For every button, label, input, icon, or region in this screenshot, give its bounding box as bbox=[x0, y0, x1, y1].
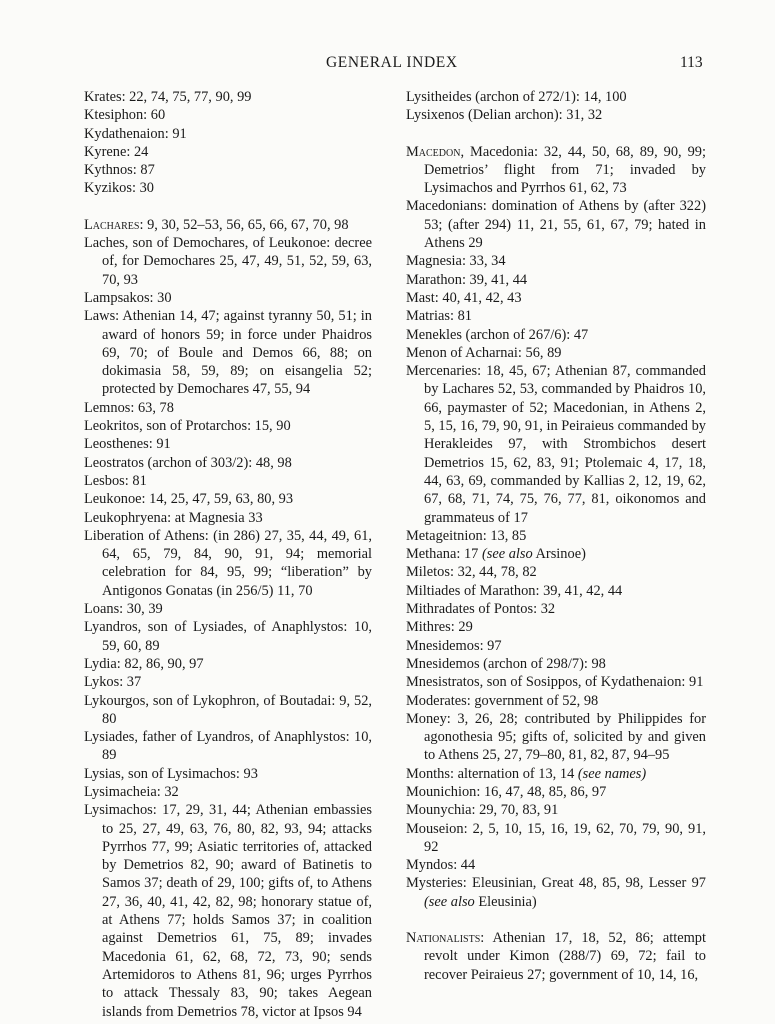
index-references: : 3, 26, 28; contributed by Philippides for agonothesia 95; gifts of, solicited by and given to Athens 25, 27, 79–80, 81, 82, 87, 94–95 bbox=[424, 710, 706, 764]
index-entry bbox=[406, 545, 706, 563]
index-entry bbox=[84, 655, 372, 673]
running-title: GENERAL INDEX bbox=[326, 54, 458, 71]
index-references: , son of Lykophron, of Boutadai: 9, 52, 80 bbox=[102, 692, 372, 727]
index-headword: Marathon bbox=[406, 271, 462, 288]
index-headword: Leukophryena bbox=[84, 509, 168, 526]
index-references: : 32, 44, 78, 82 bbox=[449, 564, 537, 581]
index-headword: Mnesistratos bbox=[406, 674, 480, 691]
index-references: , son of Sosippos, of Kydathenaion: 91 bbox=[479, 674, 704, 691]
index-headword: Mounychia bbox=[406, 802, 472, 819]
index-references: : 39, 41, 42, 44 bbox=[535, 582, 623, 599]
index-entry bbox=[84, 106, 372, 124]
index-headword: Lesbos bbox=[84, 472, 125, 489]
index-headword: Miltiades of Marathon bbox=[406, 582, 536, 599]
index-entry bbox=[406, 344, 706, 362]
index-headword: Ktesiphon bbox=[84, 107, 144, 124]
index-headword: Lysimacheia bbox=[84, 783, 157, 800]
page-header bbox=[0, 54, 775, 76]
index-headword: Kydathenaion bbox=[84, 125, 165, 142]
index-references: (archon of 298/7): 98 bbox=[479, 655, 606, 672]
index-headword: Leostratos bbox=[84, 454, 144, 471]
index-references: : 32 bbox=[156, 783, 179, 800]
index-references: : 9, 30, 52–53, 56, 65, 66, 67, 70, 98 bbox=[139, 216, 349, 233]
cross-reference-target: Eleusinia) bbox=[474, 893, 537, 910]
index-headword: Miletos bbox=[406, 564, 450, 581]
index-headword: Matrias bbox=[406, 308, 450, 325]
index-headword: Mnesidemos bbox=[406, 637, 480, 654]
index-entry bbox=[406, 143, 706, 198]
index-entry bbox=[84, 289, 372, 307]
index-references: : 97 bbox=[479, 637, 502, 654]
index-headword: Kyrene bbox=[84, 143, 127, 160]
index-entry bbox=[406, 801, 706, 819]
index-headword: Leukonoe bbox=[84, 491, 142, 508]
index-entry bbox=[406, 692, 706, 710]
index-references: : 22, 74, 75, 77, 90, 99 bbox=[121, 89, 252, 105]
index-headword: Methana bbox=[406, 546, 457, 563]
letter-section-gap bbox=[84, 198, 372, 216]
index-references: : 37 bbox=[119, 674, 142, 691]
index-headword: Kyzikos bbox=[84, 180, 132, 197]
index-references: (Delian archon): 31, 32 bbox=[464, 107, 603, 124]
page-number: 113 bbox=[680, 54, 703, 71]
index-entry bbox=[406, 326, 706, 344]
index-entry bbox=[406, 271, 706, 289]
index-references: : 30, 39 bbox=[119, 601, 163, 618]
index-references: : 18, 45, 67; Athenian 87, commanded by Lachares 52, 53, commanded by Phaidros 10, 66, paymaster of 52; Macedonian, in Athens 2, 5, 15, 16, 79, 90, 91, in Peiraieus commanded by Herakleides 97, with Strombichos desert Demetrios 15, 62, 83, 91; Ptolemaic 4, 17, 18, 44, 63, 69, commanded by Kallias 2, 12, 19, 62, 67, 68, 71, 74, 75, 76, 77, 81, oikonomos and grammateus of 17 bbox=[424, 363, 706, 526]
index-references: : 29 bbox=[450, 619, 473, 636]
index-references: : alternation of 13, 14 bbox=[449, 765, 578, 782]
index-headword: Menekles bbox=[406, 326, 462, 343]
index-references: : 13, 85 bbox=[482, 527, 527, 544]
index-entry bbox=[406, 88, 706, 106]
index-entry bbox=[84, 399, 372, 417]
index-references: , Macedonia: 32, 44, 50, 68, 89, 90, 99; Demetrios’ flight from 71; invaded by Lysimachos and Pyrrhos 61, 62, 73 bbox=[424, 143, 706, 197]
index-entry bbox=[84, 234, 372, 289]
index-column-right bbox=[406, 88, 706, 984]
index-references: : at Magnesia 33 bbox=[167, 509, 263, 526]
index-headword: Leosthenes bbox=[84, 436, 149, 453]
index-references: : 40, 41, 42, 43 bbox=[434, 289, 522, 306]
index-column-left bbox=[84, 88, 372, 1021]
index-entry bbox=[406, 856, 706, 874]
index-references: (archon of 303/2): 48, 98 bbox=[143, 454, 292, 471]
cross-reference: (see names) bbox=[577, 765, 647, 782]
index-references: , son of Demochares, of Leukonoe: decree of, for Demochares 25, 47, 49, 51, 52, 59, 63, 70, 93 bbox=[102, 235, 372, 288]
index-headword: Mysteries bbox=[406, 875, 463, 892]
index-references: : 30 bbox=[149, 289, 172, 306]
index-entry bbox=[84, 417, 372, 435]
index-references: , son of Protarchos: 15, 90 bbox=[139, 418, 291, 435]
index-headword: Myndos bbox=[406, 857, 454, 874]
index-references: : Athenian 14, 47; against tyranny 50, 51; in award of honors 59; in force under Phaidros 69, 70; of Boule and Demos 66, 88; on dokimasia 58, 59, 89; on eisangelia 52; protected by Demochares 47, 55, 94 bbox=[102, 308, 372, 398]
index-entry bbox=[406, 252, 706, 270]
index-headword: Lykos bbox=[84, 674, 120, 691]
index-references: : 24 bbox=[126, 143, 149, 160]
index-headword: Kythnos bbox=[84, 162, 133, 179]
index-headword: Months bbox=[406, 765, 450, 782]
index-entry bbox=[406, 710, 706, 765]
index-entry bbox=[406, 929, 706, 984]
index-references: : (in 286) 27, 35, 44, 49, 61, 64, 65, 79, 84, 90, 91, 94; memorial celebration for 84, 95, 99; “liberation” by Antigonos Gonatas (in 256/5) 11, 70 bbox=[102, 527, 372, 599]
index-headword: Lachares bbox=[84, 216, 140, 233]
index-references: , son of Lysiades, of Anaphlystos: 10, 59, 60, 89 bbox=[102, 619, 372, 654]
index-entry bbox=[84, 161, 372, 179]
index-references: : 60 bbox=[143, 107, 166, 124]
index-references: : 63, 78 bbox=[130, 399, 174, 416]
index-entry bbox=[406, 289, 706, 307]
index-headword: Menon of Acharnai bbox=[406, 344, 518, 361]
index-entry bbox=[84, 88, 372, 106]
index-headword: Macedonians bbox=[406, 198, 483, 215]
index-entry bbox=[84, 179, 372, 197]
index-entry bbox=[406, 673, 706, 691]
cross-reference-target: Arsinoe) bbox=[532, 546, 586, 563]
index-headword: Lysitheides bbox=[406, 89, 472, 105]
index-entry bbox=[406, 600, 706, 618]
index-headword: Laches bbox=[84, 235, 125, 252]
index-references: : Eleusinian, Great 48, 85, 98, Lesser 97 bbox=[462, 875, 706, 892]
index-entry bbox=[84, 618, 372, 655]
index-references: : 91 bbox=[148, 436, 171, 453]
index-headword: Liberation of Athens bbox=[84, 527, 205, 544]
index-references: : Athenian 17, 18, 52, 86; attempt revolt under Kimon (288/7) 69, 72; fail to recover Peiraieus 27; government of 10, 14, 16, bbox=[424, 930, 706, 983]
index-references: (archon of 272/1): 14, 100 bbox=[471, 89, 627, 105]
index-references: : 44 bbox=[453, 857, 476, 874]
index-headword: Lysimachos bbox=[84, 802, 153, 819]
index-references: : 16, 47, 48, 85, 86, 97 bbox=[476, 783, 607, 800]
index-headword: Money bbox=[406, 710, 447, 727]
index-entry bbox=[406, 197, 706, 252]
index-headword: Mithradates of Pontos bbox=[406, 601, 534, 618]
index-entry bbox=[406, 874, 706, 911]
cross-reference: (see also bbox=[481, 546, 533, 563]
cross-reference: (see also bbox=[424, 893, 475, 910]
index-entry bbox=[406, 783, 706, 801]
index-entry bbox=[84, 600, 372, 618]
index-references: : 81 bbox=[449, 308, 472, 325]
index-entry bbox=[406, 563, 706, 581]
letter-section-gap bbox=[406, 911, 706, 929]
index-headword: Lysias bbox=[84, 765, 121, 782]
index-entry bbox=[406, 527, 706, 545]
index-references: : 2, 5, 10, 15, 16, 19, 62, 70, 79, 90, 91, 92 bbox=[424, 820, 706, 855]
index-headword: Laws bbox=[84, 308, 116, 325]
index-references: : 91 bbox=[164, 125, 187, 142]
index-headword: Loans bbox=[84, 601, 120, 618]
index-headword: Lampsakos bbox=[84, 289, 150, 306]
index-entry bbox=[84, 765, 372, 783]
index-entry bbox=[406, 618, 706, 636]
index-entry bbox=[406, 106, 706, 124]
index-references: : 30 bbox=[131, 180, 154, 197]
index-entry bbox=[84, 307, 372, 398]
index-headword: Moderates bbox=[406, 692, 467, 709]
index-references: : 82, 86, 90, 97 bbox=[116, 655, 204, 672]
index-entry bbox=[84, 509, 372, 527]
index-headword: Krates bbox=[84, 89, 122, 105]
index-headword: Lysiades bbox=[84, 729, 135, 746]
index-entry bbox=[406, 820, 706, 857]
index-headword: Mithres bbox=[406, 619, 451, 636]
index-entry bbox=[406, 765, 706, 783]
index-references: : 81 bbox=[124, 472, 147, 489]
index-entry bbox=[84, 783, 372, 801]
index-entry bbox=[406, 362, 706, 527]
index-headword: Metageitnion bbox=[406, 527, 483, 544]
index-entry bbox=[84, 490, 372, 508]
index-headword: Mercenaries bbox=[406, 363, 478, 380]
index-headword: Macedon bbox=[406, 143, 461, 160]
index-references: , father of Lyandros, of Anaphlystos: 10, 89 bbox=[102, 729, 372, 764]
index-headword: Nationalists bbox=[406, 930, 481, 947]
index-headword: Mouseion bbox=[406, 820, 464, 837]
index-references: : 39, 41, 44 bbox=[461, 271, 528, 288]
index-headword: Lysixenos bbox=[406, 107, 465, 124]
index-headword: Leokritos bbox=[84, 418, 140, 435]
index-entry bbox=[84, 801, 372, 1021]
index-headword: Magnesia bbox=[406, 253, 462, 270]
index-references: : 14, 25, 47, 59, 63, 80, 93 bbox=[141, 491, 294, 508]
index-references: : 56, 89 bbox=[517, 344, 562, 361]
index-entry bbox=[84, 454, 372, 472]
index-entry bbox=[84, 472, 372, 490]
index-entry bbox=[84, 728, 372, 765]
index-references: , son of Lysimachos: 93 bbox=[120, 765, 258, 782]
index-entry bbox=[84, 143, 372, 161]
index-entry bbox=[84, 692, 372, 729]
index-references: : government of 52, 98 bbox=[466, 692, 599, 709]
index-references: : 33, 34 bbox=[461, 253, 506, 270]
index-references: : 32 bbox=[533, 601, 556, 618]
index-entry bbox=[84, 435, 372, 453]
index-entry bbox=[84, 673, 372, 691]
index-references: : domination of Athens by (after 322) 53; (after 294) 11, 21, 55, 61, 67, 79; hated in Athens 29 bbox=[424, 198, 706, 252]
index-headword: Lydia bbox=[84, 655, 117, 672]
index-headword: Mnesidemos bbox=[406, 655, 480, 672]
index-headword: Mounichion bbox=[406, 783, 477, 800]
index-headword: Lykourgos bbox=[84, 692, 146, 709]
index-entry bbox=[84, 125, 372, 143]
index-references: (archon of 267/6): 47 bbox=[461, 326, 589, 343]
index-references: : 29, 70, 83, 91 bbox=[471, 802, 559, 819]
index-headword: Lemnos bbox=[84, 399, 131, 416]
index-references: : 17 bbox=[456, 546, 482, 563]
index-headword: Lyandros bbox=[84, 619, 138, 636]
index-headword: Mast bbox=[406, 289, 435, 306]
index-entry bbox=[406, 582, 706, 600]
index-entry bbox=[406, 637, 706, 655]
index-entry bbox=[84, 216, 372, 234]
letter-section-gap bbox=[406, 125, 706, 143]
index-references: : 87 bbox=[132, 162, 155, 179]
index-entry bbox=[406, 655, 706, 673]
index-entry bbox=[84, 527, 372, 600]
index-references: : 17, 29, 31, 44; Athenian embassies to 25, 27, 49, 63, 76, 80, 82, 93, 94; attacks Pyrrhos 77, 99; Asiatic territories of, attacked by Demetrios 82, 90; award of Batinetis to Samos 37; death of 29, 100; gifts of, to Athens 27, 36, 40, 41, 42, 82, 98; honorary statue of, at Athens 77; holds Samos 37; in coalition against Demetrios 61, 75, 89; invades Macedonia 61, 62, 68, 72, 73, 90; sends Artemidoros to Athens 81, 96; urges Pyrrhos to attack Thessaly 83, 90; takes Aegean islands from Demetrios 78, victor at Ipsos 94 bbox=[102, 802, 372, 1020]
index-entry bbox=[406, 307, 706, 325]
